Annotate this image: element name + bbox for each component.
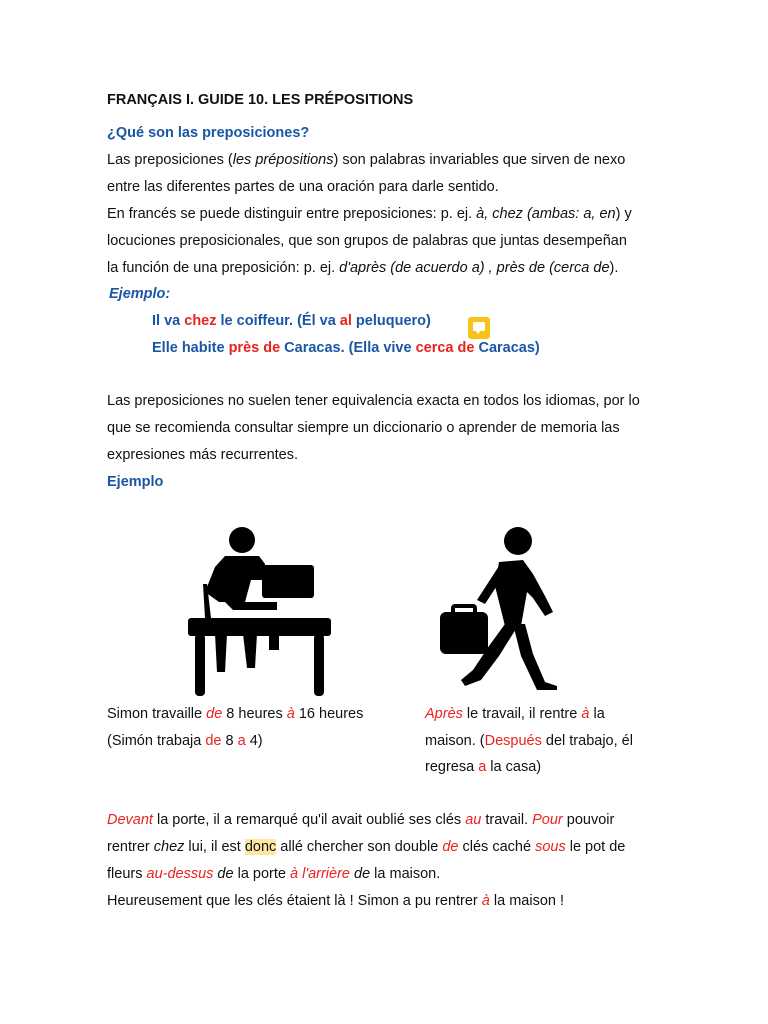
text: 8 heures (222, 706, 287, 722)
text: le travail, il rentre (462, 706, 582, 722)
caption-left-line2 (107, 731, 263, 751)
text: allé chercher son double (276, 839, 443, 855)
prep-a: à (481, 893, 490, 909)
text: la casa) (486, 759, 542, 775)
term-les-prepositions: les prépositions (232, 152, 334, 168)
prep-apres: Après (425, 706, 463, 722)
comment-icon[interactable] (468, 317, 490, 339)
text: la función de una preposición: p. ej. (107, 260, 340, 276)
story-line4 (107, 891, 564, 911)
prep-a: à (581, 706, 590, 722)
para1-line1 (107, 150, 625, 170)
examples-prepositions: à, chez (ambas: a, en (476, 206, 616, 222)
caption-right-line3 (425, 757, 541, 777)
caption-left-line1 (107, 704, 363, 724)
para1-line5 (107, 258, 618, 278)
text: peluquero) (351, 313, 431, 329)
prep-au: au (465, 812, 482, 828)
para1-line4: locuciones preposicionales, que son grupos de palabras que juntas desempeñan (107, 233, 627, 249)
text: le pot de (565, 839, 626, 855)
prep-devant: Devant (107, 812, 153, 828)
example-sentence-2 (152, 338, 540, 358)
text: Las preposiciones ( (107, 152, 233, 168)
text: Il va (152, 313, 185, 329)
text: 8 (221, 733, 238, 749)
text: la maison ! (489, 893, 565, 909)
text: travail. (481, 812, 533, 828)
story-line2 (107, 837, 625, 857)
highlight-cerca-de: cerca de (415, 340, 475, 356)
examples-locutions: d'après (de acuerdo a) , près de (cerca de (339, 260, 610, 276)
caption-right-line1 (425, 704, 605, 724)
text: la porte (233, 866, 290, 882)
text: del trabajo, él (541, 733, 633, 749)
text: Caracas) (474, 340, 540, 356)
prep-a-es: a (478, 759, 487, 775)
text: ) y (615, 206, 632, 222)
text: pouvoir (562, 812, 615, 828)
text: 4) (245, 733, 263, 749)
text: rentrer (107, 839, 154, 855)
person-working-at-desk-icon (185, 522, 335, 700)
prep-a: à (286, 706, 295, 722)
prep-sous: sous (535, 839, 566, 855)
text: la porte, il a remarqué qu'il avait oublié ses clés (152, 812, 466, 828)
text: 16 heures (294, 706, 364, 722)
text: (Simón trabaja (107, 733, 206, 749)
highlight-al: al (339, 313, 352, 329)
prep-despues: Después (484, 733, 542, 749)
text: la maison. (370, 866, 441, 882)
prep-de: de (206, 706, 223, 722)
para2-line1: Las preposiciones no suelen tener equivalencia exacta en todos los idiomas, por lo (107, 393, 640, 409)
example-sentence-1 (152, 311, 431, 331)
story-line1 (107, 810, 614, 830)
prep-de: de (349, 866, 371, 882)
prep-pour: Pour (532, 812, 563, 828)
text: Elle habite (152, 340, 229, 356)
para1-line2: entre las diferentes partes de una oración para darle sentido. (107, 179, 499, 195)
text: le coiffeur. (Él va (216, 313, 340, 329)
text: clés caché (458, 839, 536, 855)
prep-de: de (442, 839, 459, 855)
text: ) son palabras invariables que sirven de nexo (333, 152, 626, 168)
example-label: Ejemplo: (109, 286, 171, 302)
text: regresa (425, 759, 479, 775)
text: En francés se puede distinguir entre preposiciones: p. ej. (107, 206, 477, 222)
caption-right-line2 (425, 731, 633, 751)
prep-chez: chez (153, 839, 185, 855)
text: fleurs (107, 866, 147, 882)
example-heading: Ejemplo (107, 474, 164, 490)
text: lui, il est (184, 839, 245, 855)
text: Heureusement que les clés étaient là ! Simon a pu rentrer (107, 893, 482, 909)
text: maison. ( (425, 733, 485, 749)
person-walking-with-briefcase-icon (437, 524, 562, 694)
prep-a-larriere: à l'arrière (290, 866, 350, 882)
text: Caracas. (Ella vive (280, 340, 416, 356)
para2-line2: que se recomienda consultar siempre un diccionario o aprender de memoria las (107, 420, 620, 436)
highlight-chez: chez (184, 313, 217, 329)
prep-a-es: a (237, 733, 246, 749)
highlighted-donc: donc (244, 839, 277, 855)
para2-line3: expresiones más recurrentes. (107, 447, 298, 463)
question-heading: ¿Qué son las preposiciones? (107, 125, 310, 141)
text: Simon travaille (107, 706, 207, 722)
text: ). (609, 260, 619, 276)
prep-au-dessus: au-dessus (146, 866, 214, 882)
para1-line3 (107, 204, 632, 224)
prep-de-es: de (205, 733, 222, 749)
text: la (589, 706, 605, 722)
prep-de: de (213, 866, 234, 882)
story-line3 (107, 864, 440, 884)
page-title: FRANÇAIS I. GUIDE 10. LES PRÉPOSITIONS (107, 92, 414, 108)
highlight-pres-de: près de (228, 340, 281, 356)
